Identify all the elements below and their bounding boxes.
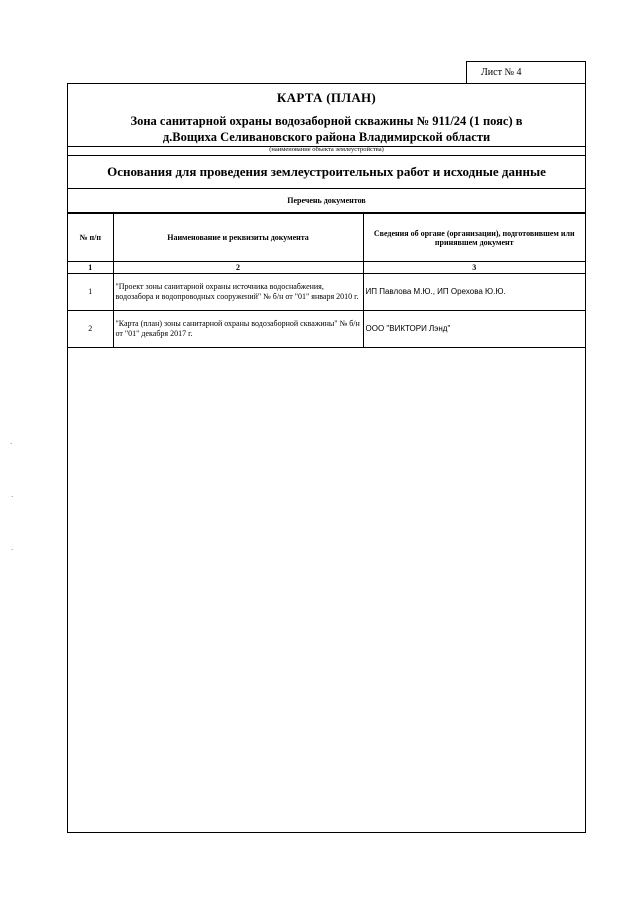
document-frame <box>67 83 586 833</box>
scan-speck: · <box>11 546 14 554</box>
column-number: 1 <box>68 262 113 274</box>
column-number: 2 <box>113 262 363 274</box>
column-header-num: № п/п <box>68 214 113 262</box>
column-header-org: Сведения об органе (организации), подготовившем или принявшем документ <box>363 214 585 262</box>
sheet-number-box <box>466 61 586 83</box>
row-number: 1 <box>68 274 113 311</box>
documents-list-title: Перечень документов <box>287 196 366 205</box>
column-number: 3 <box>363 262 585 274</box>
row-number: 2 <box>68 311 113 348</box>
document-name: "Проект зоны санитарной охраны источника водоснабжения, водозабора и водопроводных сооружений" № б/н от "01" января 2010 г. <box>113 274 363 311</box>
object-name-line-2: д.Вощиха Селивановского района Владимирской области <box>162 130 491 144</box>
object-name <box>78 113 575 145</box>
divider <box>68 155 585 156</box>
sheet-number: Лист № 4 <box>481 67 522 78</box>
object-caption: (наименование объекта землеустройства) <box>269 146 384 153</box>
table-row <box>68 274 585 311</box>
scan-speck: · <box>10 440 13 448</box>
document-name: "Карта (план) зоны санитарной охраны водозаборной скважины" № б/н от "01" декабря 2017 г. <box>113 311 363 348</box>
divider <box>68 188 585 189</box>
map-title: КАРТА (ПЛАН) <box>276 90 377 105</box>
scan-speck: · <box>11 493 14 501</box>
object-name-line-1: Зона санитарной охраны водозаборной скважины № 911/24 (1 пояс) в <box>130 114 523 128</box>
document-organization: ИП Павлова М.Ю., ИП Орехова Ю.Ю. <box>363 274 585 311</box>
column-header-name: Наименование и реквизиты документа <box>113 214 363 262</box>
table-row <box>68 311 585 348</box>
document-organization: ООО "ВИКТОРИ Лэнд" <box>363 311 585 348</box>
section-title: Основания для проведения землеустроительных работ и исходные данные <box>107 164 546 179</box>
documents-table <box>68 213 585 348</box>
column-number-row <box>68 262 585 274</box>
table-header-row <box>68 214 585 262</box>
